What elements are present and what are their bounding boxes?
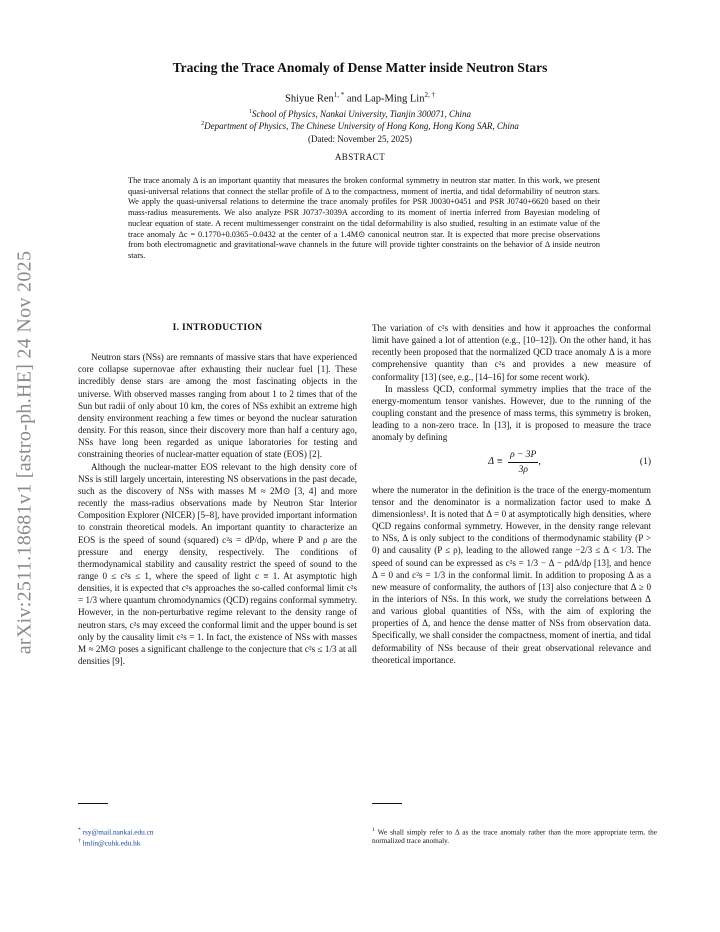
email-link[interactable]: rsy@mail.nankai.edu.cn (82, 827, 154, 837)
paper-title: Tracing the Trace Anomaly of Dense Matter inside Neutron Stars (172, 60, 548, 75)
abstract-heading: ABSTRACT (334, 152, 386, 162)
arxiv-identifier-stamp (8, 232, 42, 672)
footnote-rule-left (78, 803, 108, 804)
dated-line: (Dated: November 25, 2025) (308, 134, 412, 144)
footnote-1 (372, 826, 657, 845)
author-line (80, 91, 640, 105)
equation-fraction (508, 449, 538, 476)
equation-tail: , (538, 456, 541, 468)
abstract-text: The trace anomaly Δ is an important quantity that measures the broken conformal symmetry in neutron star matter. In this work, we present quasi-universal relations that connect the stellar profile of Δ to the compactness, moment of inertia, and tidal deformability of neutron stars. We apply the quasi-universal relations to determine the trace anomaly profiles for PSR J0030+0451 and PSR J0740+6620 based on their mass-radius measurements. We also analyze PSR J0737-3039A according to its moment of inertia inferred from Bayesian modeling of nuclear equation of state. A recent multimessenger constraint on the tidal deformability is also studied, resulting in an estimate value of the trace anomaly Δc = 0.1770+0.0365−0.0432 at the center of a 1.4M⊙ canonical neutron star. It is expected that more precise observations from both electromagnetic and gravitational-wave channels in the future will provide tighter constraints on the behavior of Δ inside neutron stars. (128, 176, 600, 260)
footnote-marker: † (78, 838, 81, 844)
equation-lhs: Δ ≡ (488, 456, 504, 468)
equation-numerator: ρ − 3P (508, 449, 538, 463)
equation-body (372, 449, 627, 476)
footnote-email-2 (78, 837, 140, 847)
body-paragraph: where the numerator in the definition is the trace of the energy-momentum tensor and the denominator is a normalization factor used to make Δ dimensionless¹. It is noted that Δ = 0 at asymptotically high densities, where QCD regains conformal symmetry. However, in the density range relevant to NSs, Δ is only subject to the conditions of thermodynamic stability (P > 0) and causality (P ≤ ρ), leading to the allowed range −2/3 ≤ Δ < 1/3. The speed of sound can be expressed as c²s = 1/3 − Δ − ρdΔ/dρ [13], and hence Δ = 0 and c²s = 1/3 in the conformal limit. In addition to proposing Δ as a new measure of conformality, the authors of [13] also conjecture that Δ ≥ 0 in the interiors of NSs. In this work, we study the correlations between Δ and various global quantities of NSs, with the aim of exploring the properties of Δ, and hence the dense matter of NSs from observation data. Specifically, we shall consider the compactness, moment of inertia, and tidal deformability of NSs because of their great observational relevance and theoretical importance. (372, 484, 651, 665)
author-2-name: Lap-Ming Lin (364, 93, 425, 105)
equation-1 (372, 446, 651, 480)
affiliation-2 (80, 121, 640, 131)
left-column (78, 322, 357, 667)
footnote-email-1 (78, 826, 154, 836)
email-link[interactable]: lmlin@cuhk.edu.hk (82, 838, 141, 848)
author-and: and (346, 93, 363, 105)
affiliation-2-text: Department of Physics, The Chinese University of Hong Kong, Hong Kong SAR, China (204, 121, 519, 131)
author-1-marker: 1, * (333, 91, 345, 99)
author-2-marker: 2, † (424, 91, 435, 99)
section-heading: I. INTRODUCTION (172, 322, 263, 333)
equation-denominator: 3ρ (518, 465, 528, 476)
body-paragraph: Neutron stars (NSs) are remnants of massive stars that have experienced core collapse supernovae after exhausting their nuclear fuel [1]. These incredibly dense stars are among the most fascinating objects in the universe. With observed masses ranging from about 1 to 2 times that of the Sun but radii of only about 10 km, the cores of NSs exhibit an extreme high density environment reaching a few times or beyond the nuclear saturation density. For this reason, since their discovery more than half a century ago, NSs have long been regarded as unique laboratories for testing and constraining theories of nuclear-matter equation of state (EOS) [2]. (78, 352, 357, 460)
equation-number: (1) (639, 457, 651, 468)
affiliation-1-marker: 1 (249, 109, 252, 115)
footnote-marker: 1 (372, 827, 375, 833)
affiliation-1-text: School of Physics, Nankai University, Tianjin 300071, China (252, 109, 471, 119)
author-1-name: Shiyue Ren (285, 93, 334, 105)
affiliation-1 (80, 109, 640, 119)
affiliation-2-marker: 2 (201, 121, 205, 127)
footnote-marker: * (78, 827, 81, 833)
arxiv-identifier: arXiv:2511.18681v1 [astro-ph.HE] 24 Nov 2025 (13, 250, 36, 654)
body-paragraph: In massless QCD, conformal symmetry implies that the trace of the energy-momentum tensor vanishes. However, due to the running of the coupling constant and the presence of mass terms, this symmetry is broken, leading to a non-zero trace. In [13], it is proposed to measure the trace anomaly by defining (372, 383, 651, 443)
footnote-text: We shall simply refer to Δ as the trace anomaly rather than the more appropriate term, the normalized trace anomaly. (372, 827, 657, 846)
body-paragraph: Although the nuclear-matter EOS relevant to the high density core of NSs is still largely uncertain, interesting NS observations in the past decade, such as the discovery of NSs with masses M ≈ 2M⊙ [3, 4] and more recently the mass-radius observations made by Neutron Star Interior Composition Explorer (NICER) [5–8], have provided important information to constrain theoretical models. An important quantity to characterize an EOS is the speed of sound (squared) c²s = dP/dρ, where P and ρ are the pressure and energy density, respectively. The conditions of thermodynamical stability and causality restrict the speed of sound to the range 0 ≤ c²s ≤ 1, where the speed of light c ≡ 1. At asymptotic high densities, it is expected that c²s approaches the so-called conformal limit c²s = 1/3 where quantum chromodynamics (QCD) regains conformal symmetry. However, in the non-perturbative regime relevant to the density range of neutron stars, c²s may exceed the conformal limit and the upper bound is set only by the causality limit c²s = 1. In fact, the existence of NSs with masses M ≈ 2M⊙ poses a significant challenge to the conjecture that c²s ≤ 1/3 at all densities [9]. (78, 461, 357, 667)
right-column (372, 322, 651, 666)
body-paragraph: The variation of c²s with densities and how it approaches the conformal limit have gained a lot of attention (e.g., [10–12]). On the other hand, it has recently been proposed that the normalized QCD trace anomaly Δ is a more comprehensive quantity than c²s and provides a new measure of conformality [13] (see, e.g., [14–16] for some recent work). (372, 323, 651, 382)
footnote-rule-right (372, 803, 402, 804)
